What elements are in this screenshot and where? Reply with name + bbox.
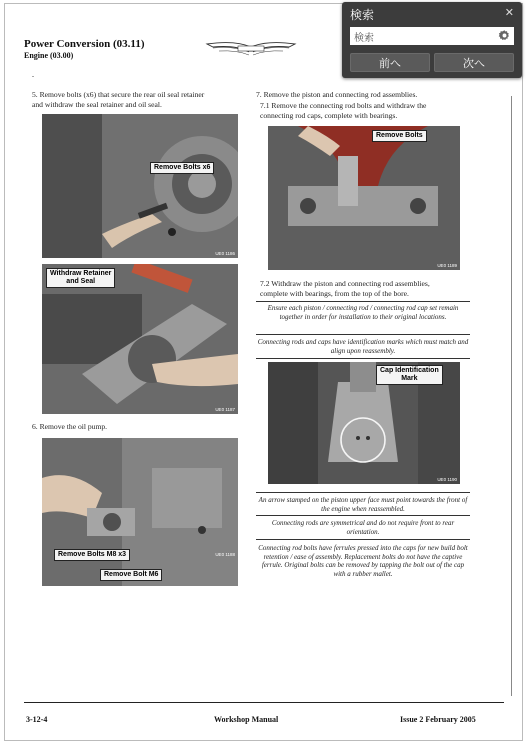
close-icon[interactable]: ✕: [504, 6, 514, 19]
photo-id: UE0 1186: [215, 251, 235, 256]
page-mark: .: [32, 70, 34, 79]
section-title: Power Conversion (03.11): [24, 38, 145, 50]
footer-page-number: 3-12-4: [26, 715, 48, 724]
callout-remove-bolts-m8: Remove Bolts M8 x3: [54, 549, 130, 561]
footer-manual-title: Workshop Manual: [214, 715, 279, 724]
step-7: 7. Remove the piston and connecting rod assemblies.: [256, 90, 418, 99]
note-rule: [256, 301, 470, 302]
note-arrow-front: An arrow stamped on the piston upper face must point towards the front of the engine when reassembled.: [258, 496, 468, 513]
search-panel: [342, 2, 522, 78]
note-rule: [256, 492, 470, 493]
photo-withdraw-retainer: [42, 264, 238, 414]
photo-id: UE0 1187: [215, 407, 235, 412]
footer-rule: [24, 702, 504, 703]
callout-remove-bolts: Remove Bolts: [372, 130, 427, 142]
photo-id: UE0 1188: [215, 552, 235, 557]
note-rule: [256, 334, 470, 335]
step-7-2: 7.2 Withdraw the piston and connecting rod assemblies, complete with bearings, from the top of the bore.: [260, 279, 430, 298]
step-7-1: 7.1 Remove the connecting rod bolts and withdraw the connecting rod caps, complete with bearings.: [260, 101, 427, 120]
search-title: 検索: [350, 8, 375, 22]
footer-issue: Issue 2 February 2005: [400, 715, 476, 724]
note-symmetrical: Connecting rods are symmetrical and do not require front to rear orientation.: [271, 519, 455, 536]
margin-line: [511, 96, 512, 696]
prev-button[interactable]: 前へ: [350, 53, 430, 72]
photo-rear-seal-bolts: [42, 114, 238, 258]
photo-oil-pump: [42, 438, 238, 586]
note-rule: [256, 358, 470, 359]
note-identification-marks: Connecting rods and caps have identification marks which must match and align upon reassembly.: [257, 338, 469, 355]
note-rule: [256, 539, 470, 540]
step-6: 6. Remove the oil pump.: [32, 422, 108, 431]
callout-cap-identification: Cap Identification Mark: [376, 365, 443, 385]
next-button[interactable]: 次へ: [434, 53, 514, 72]
note-ferrules: Connecting rod bolts have ferrules pressed into the caps for new build bolt retention / ease of assembly. Replacement bolts do not have the captive ferrule. Original bolts can be removed by tapping the bolt out of the cap with a rubber mallet.: [258, 544, 468, 578]
photo-cap-identification: [268, 362, 460, 484]
photo-id: UE0 1190: [437, 477, 457, 482]
note-rule: [256, 515, 470, 516]
callout-withdraw-retainer: Withdraw Retainer and Seal: [46, 268, 115, 288]
section-subtitle: Engine (03.00): [24, 51, 74, 60]
winged-logo-icon: [205, 38, 297, 60]
photo-con-rod-bolts: [268, 126, 460, 270]
search-input[interactable]: [350, 27, 514, 45]
step-5: 5. Remove bolts (x6) that secure the rear oil seal retainer and withdraw the seal retainer and oil seal.: [32, 90, 205, 109]
callout-remove-bolts-x6: Remove Bolts x6: [150, 162, 214, 174]
gear-icon[interactable]: [498, 29, 511, 42]
note-piston-sets: Ensure each piston / connecting rod / connecting rod cap set remain together in order for installation to their original locations.: [267, 304, 459, 321]
callout-remove-bolt-m6: Remove Bolt M6: [100, 569, 162, 581]
photo-id: UE0 1189: [437, 263, 457, 268]
